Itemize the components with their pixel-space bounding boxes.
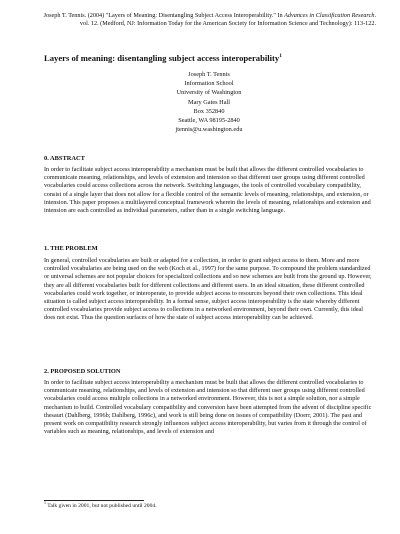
running-header: [40, 12, 376, 27]
problem-text: In general, controlled vocabularies are built or adapted for a collection, in order to grant subject access to them. More and more controlled vocabularies are being used on the web (Koch et al., 1997) for the same purpose. To compound the problem standardized or universal schemes are not popular choices for specialized collections and so new schemes are built from the ground up. However, they are all different vocabularies built for different collections and different users. In an ideal situation, these different controlled vocabularies could work together, or interoperate, to provide subject access to resources beyond their own collections. This ideal situation is called subject access interoperability. In a formal sense, subject access interoperability is the state whereby different controlled vocabularies provide subject access to collections in a networked environment, beyond their own. Currently, this ideal does not exist. Thus the question surfaces of how the state of subject access interoperability can be achieved.: [44, 257, 372, 322]
author-school: Information School: [184, 80, 234, 88]
abstract-text: In order to facilitate subject access interoperability a mechanism must be built that allows the different controlled vocabularies to communicate meaning, relationships, and levels of extension and intension so that different user groups using different controlled vocabularies could access collections across the network. Switching languages, the tools of controlled vocabulary compatibility, consist of a single layer that does not allow for a flexible control of the semantic levels of meaning, relationships, and extension, or intension. This paper proposes a multilayered conceptual framework wherein the levels of meaning, relationships and extension and intension are each controlled as individual parameters, rather than in a single switching language.: [44, 166, 371, 215]
paper-title-text: Layers of meaning: disentangling subject access interoperability: [44, 53, 280, 63]
citation-details: . vol. 12. (Medford, NJ: Information Today for the American Society for Information Science and Technology): 113-122.: [79, 12, 376, 27]
author-box: Box 352840: [193, 107, 225, 115]
author-city: Seattle, WA 98195-2840: [178, 117, 240, 125]
author-university: University of Washington: [176, 89, 242, 97]
citation-text: Joseph T. Tennis. (2004) "Layers of Meaning: Disentangling Subject Access Interoperability." In: [43, 12, 285, 19]
author-name: Joseph T. Tennis: [188, 71, 230, 78]
footnote: [44, 500, 374, 510]
abstract-heading: 0. ABSTRACT: [44, 155, 85, 162]
footnote-marker: 1: [44, 500, 46, 506]
solution-text: In order to facilitate subject access interoperability a mechanism must be built that allows the different controlled vocabularies to communicate meaning, relationships, and levels of extension and intension so that different user groups using different controlled vocabularies could access multiple collections in a networked environment. However, this is not a simple solution, nor a simple mechanism to build. Controlled vocabulary compatibility and conversion have been attempted from the advent of discipline specific thesauri (Dahlberg, 1996b; Dahlberg, 1996c), and work is still being done on issues of compatibility (Doerr, 2001). The past and present work on compatibility research strongly influences subject access interoperability, but varies from it through the control of variables such as meaning, relationships, and levels of extension and: [44, 379, 372, 436]
footnote-divider: [44, 500, 144, 501]
problem-heading: 1. THE PROBLEM: [44, 245, 98, 252]
author-building: Mary Gates Hall: [188, 98, 230, 106]
footnote-text: Talk given in 2001, but not published until 2004.: [46, 503, 157, 509]
author-block: [44, 70, 374, 134]
author-email: jtennis@u.washington.edu: [175, 126, 243, 134]
title-footnote-marker: 1: [279, 53, 282, 60]
paper-title: [44, 53, 374, 63]
solution-heading: 2. PROPOSED SOLUTION: [44, 368, 121, 375]
journal-name: Advances in Classification Research: [284, 12, 375, 19]
